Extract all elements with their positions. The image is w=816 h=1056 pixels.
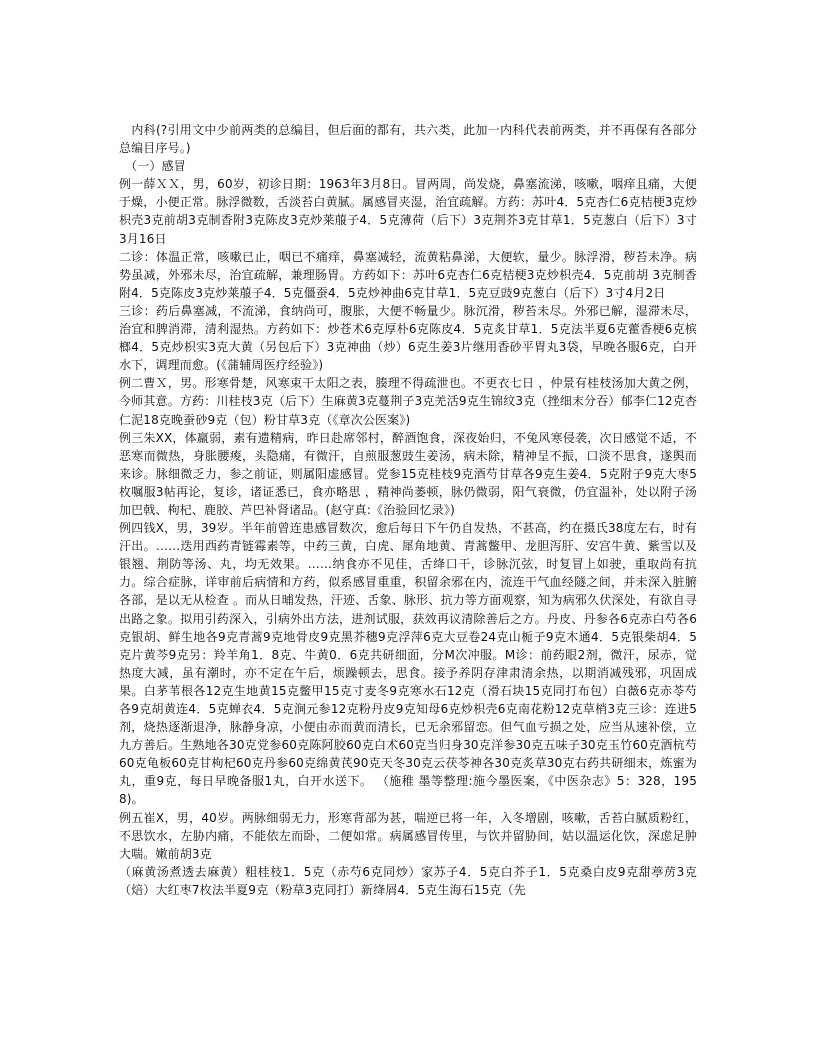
intro-note: 内科(?引用文中少前两类的总编目，但后面的都有，共六类，此加一内科代表前两类，并不再保有各部分总编目序号。) (119, 123, 697, 156)
case-5-prescription: （麻黄汤煮透去麻黄）粗桂枝1．5克（赤芍6克同炒）家苏子4．5克白芥子1．5克桑白皮9克甜葶苈3克（焙）大红枣7枚法半夏9克（粉草3克同打）新绛屑4．5克生海石15克（先 (119, 864, 697, 897)
case-1-first-visit: 例一薛ＸＸ，男，60岁，初诊日期：1963年3月8日。冒两周，尚发烧，鼻塞流涕，咳嗽，咽痒且痛，大便于燥，小便正常。脉浮微数，舌淡苔白黄腻。属感冒夹湿，治宜疏解。方药：苏叶4．5克杏仁6克桔梗3克炒枳壳3克前胡3克制香附3克陈皮3克炒莱菔子4．5克薄荷（后下）3克荆芥3克甘草1．5克葱白（后下）3寸3月16日 (119, 177, 697, 246)
case-2: 例二曹Ｘ，男。形寒骨楚，风寒束干太阳之表，腠理不得疏泄也。不更衣七日 ，仲景有桂枝汤加大黄之例，今师其意。方药：川桂枝3克（后下）生麻黄3克蔓荆子3克羌活9克生锦纹3克（挫细末分吞）郁李仁12克杏仁泥18克晚蚕砂9克（包）粉甘草3克（《章次公医案》) (119, 376, 697, 427)
document-body (119, 121, 697, 899)
case-5: 例五崔X，男，40岁。两脉细弱无力，形寒背部为甚，喘逆已将一年，入冬增剧，咳嗽，舌苔白腻质粉红，不思饮水，左胁内痛，不能依左而卧，二便如常。病属感冒传里，与饮并留胁间，姑以温运化饮，深虑足肿大喘。嫩前胡3克 (119, 810, 697, 861)
case-4: 例四钱X，男，39岁。半年前曾连患感冒数次，愈后每日下午仍自发热，不甚高，约在摄氏38度左右，时有汗出。……迭用西药青链霉素等，中药三黄，白虎、犀角地黄、青蒿鳖甲、龙胆泻肝、安宫牛黄、紫雪以及银翘、荆防等汤、丸，均无效果。……纳食亦不见佳，舌绛口干，诊脉沉弦，时复冒上如驶，重取尚有抗力。综合症脉，详审前后病情和方药，似系感冒重重，积留余邪在内，流连干气血经隧之间，并未深入脏腑各部，是以无从检查 。而从日晡发热，汗迹、舌象、脉形、抗力等方面观察，知为病邪久伏深处，有欲自寻出路之象。拟用引药深入，引病外出方法，进剂试服，获效再议清除善后之方。丹皮、丹参各6克赤白芍各6克银胡、鲜生地各9克青蒿9克地骨皮9克黑芥穗9克浮萍6克大豆卷24克山栀子9克木通4．5克银柴胡4．5克片黄芩9克另：羚羊角1．8克、牛黄0．6克共研细面，分M次冲服。M诊：前药眼2剂，微汗，尿赤，觉热度大减，虽有潮时，亦不定在午后，烦躁顿去，思食。接予养阴存津肃清余热，以期消减残邪，巩固成果。白茅苇根各12克生地黄15克鳖甲15克寸麦冬9克寒水石12克（滑石块15克同打布包）白薇6克赤苓芍各9克胡黄连4．5克蝉衣4．5克涧元参12克粉丹皮9克知母6克炒枳壳6克南花粉12克草梢3克三诊：连进5剂，烧热逐渐退净，脉静身凉，小便由赤而黄而清长，已无余邪留恋。但气血亏损之处，应当从速补偿，立九方善后。生熟地各30克党参60克陈阿胶60克白术60克当归身30克洋参30克五味子30克玉竹60克酒杭芍60克龟板60克甘枸杞60克丹参60克绵黄芪90克天冬30克云茯苓神各30克炙草30克右药共研细末，炼蜜为丸，重9克，每日早晚备服1丸，白开水送下。 （施稚 墨等整理:施今墨医案，《中医杂志》5：328，1958)。 (119, 521, 697, 807)
section-heading-cold: （一）感冒 (119, 159, 186, 174)
case-1-second-visit: 二诊：体温正常，咳嗽已止，咽已不痛痒，鼻塞减轻，流黄粘鼻涕，大便软，量少。脉浮滑，秽苔未净。病势虽减，外邪未尽，治宜疏解，兼理肠胃。方药如下：苏叶6克杏仁6克桔梗3克炒枳壳4．5克前胡 3克制香附4．5克陈皮3克炒莱菔子4．5克僵蚕4．5克炒神曲6克甘草1．5克豆豉9克葱白（后下）3寸4月2日 (119, 249, 697, 300)
case-3: 例三朱XX，体羸弱，素有遗精病，昨日赴席邻村，醉酒饱食，深夜始归，不兔风寒侵袭，次日感觉不适，不恶寒而微热，身胀腰痠，头隐痛，有微汗，自煎服葱豉生姜汤，病未除，精神呈不振，口淡不思食，遂舆而来诊。脉细微乏力，参之前证，则属阳虚感冒。党参15克桂枝9克酒芍甘草各9克生姜4．5克附子9克大枣5枚嘱服3帖再论，复诊，诸证悉已，食亦略思 ，精神尚萎顿，脉仍微弱，阳气衰微，仍宜温补，处以附子汤加巴戟、枸杞、鹿胶、芦巴补肾诸品。(赵守真:《治验回忆录》) (119, 430, 697, 517)
case-1-third-visit: 三诊：药后鼻塞减，不流涕，食纳尚可，腹胀，大便不畅量少。脉沉滑，秽苔未尽。外邪已解，湿滞未尽，治宜和脾消滞，清利湿热。方药如下：炒苍术6克厚朴6克陈皮4．5克炙甘草1．5克法半夏6克藿香梗6克槟榔4．5克炒枳实3克大黄（另包后下）3克神曲（炒）6克生姜3片继用香砂平胃丸3袋，早晚各服6克，白开水下，调理而愈。(《蒲辅周医疗经验》) (119, 303, 697, 373)
